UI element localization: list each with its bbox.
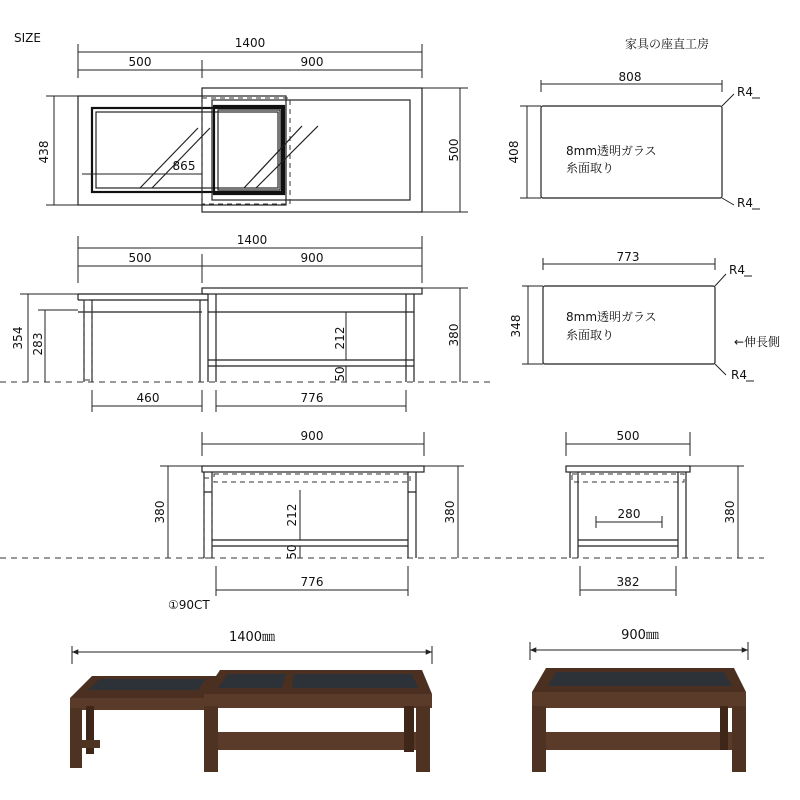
right-table-leg-back [404, 706, 414, 752]
model-label: ①90CT [168, 598, 210, 612]
right-glass-frame [212, 100, 410, 200]
right-table-shelf-gap [218, 712, 416, 732]
dim-left-width: 500 [128, 55, 152, 69]
table-front-shelf-gap: 212 [285, 503, 299, 527]
right-table-apron [204, 694, 432, 708]
front-view-combined [0, 233, 490, 412]
front-shelf-gap: 212 [333, 326, 347, 350]
dim-inner-span: 865 [172, 159, 196, 173]
front-shelf-height: 50 [333, 366, 347, 382]
glass-large-spec-2: 糸面取り [566, 161, 615, 175]
left-table-leg [70, 708, 82, 768]
right-inner-frame [214, 106, 284, 194]
glass-large-width: 808 [618, 70, 642, 84]
left-table-front [78, 294, 208, 382]
side-top-board [566, 466, 690, 472]
glass-large-height: 408 [507, 140, 521, 164]
right-table-shelf [218, 732, 416, 750]
table-side-view [566, 429, 744, 596]
single-table-leg-right [732, 706, 746, 772]
glass-small-corner-bottom: R4 [731, 368, 747, 382]
right-top-board [202, 288, 422, 294]
size-label: SIZE [14, 31, 41, 45]
dim-total-width: 1400 [234, 36, 266, 50]
corner-leader [722, 94, 734, 106]
table-top-board [202, 466, 424, 472]
table-front-bottom-width: 776 [300, 575, 324, 589]
side-apron-dashed [572, 474, 684, 482]
glass-small-spec-1: 8mm透明ガラス [566, 310, 657, 324]
table-side-bottom-width: 382 [616, 575, 640, 589]
front-left-bottom-width: 460 [136, 391, 160, 405]
apron-dashed [214, 474, 410, 482]
corner-leader [715, 274, 726, 286]
corner-leader [715, 364, 726, 375]
table-front-height-right: 380 [443, 500, 457, 524]
left-table-stretcher [82, 740, 100, 748]
front-left-inner-height: 283 [31, 332, 45, 356]
dim-left-depth: 438 [37, 140, 51, 164]
single-table-leg-left [532, 706, 546, 772]
dim-right-width: 900 [300, 55, 324, 69]
left-glass [96, 112, 278, 188]
glass-small-corner-top: R4 [729, 263, 745, 277]
single-table-leg-back [720, 706, 728, 750]
photo-combined-tables [70, 630, 432, 772]
leg-dashed [204, 478, 212, 558]
glass-small-width: 773 [616, 250, 640, 264]
single-table-glass [548, 672, 732, 686]
single-table-shelf-gap [546, 712, 732, 732]
right-table-front [208, 294, 414, 382]
glass-glare [140, 128, 198, 188]
right-inner-glass [218, 110, 280, 190]
right-table-glass-1 [218, 674, 286, 688]
front-right-bottom-width: 776 [300, 391, 324, 405]
front-right-height: 380 [447, 323, 461, 347]
extend-side-note: ←伸長側 [734, 335, 781, 349]
front-right-width: 900 [300, 251, 324, 265]
table-front-shelf-height: 50 [285, 544, 299, 560]
table-side-width: 500 [616, 429, 640, 443]
single-table-apron [532, 692, 746, 708]
glass-glare [152, 128, 210, 188]
front-left-width: 500 [128, 251, 152, 265]
table-front-height-left: 380 [153, 500, 167, 524]
glass-glare [256, 126, 318, 188]
front-total-width: 1400 [236, 233, 268, 247]
photo-single-label: 900㎜ [621, 628, 659, 643]
table-side-inner-width: 280 [617, 507, 641, 521]
glass-small-height: 348 [509, 314, 523, 338]
glass-small-spec [509, 250, 780, 382]
maker-name: 家具の座直工房 [625, 37, 710, 51]
glass-large-corner-bottom: R4 [737, 196, 753, 210]
right-table-leg-right [416, 706, 430, 772]
top-view [37, 36, 468, 212]
glass-glare [244, 126, 302, 188]
table-side-height: 380 [723, 500, 737, 524]
glass-small-panel [543, 286, 715, 364]
right-table-glass-2 [292, 674, 418, 688]
front-left-height: 354 [11, 326, 25, 350]
table-front-width: 900 [300, 429, 324, 443]
photo-wide-label: 1400㎜ [228, 630, 276, 645]
table-front-frame [204, 472, 416, 558]
glass-large-spec [507, 70, 760, 210]
corner-leader [722, 198, 734, 205]
table-front-view [0, 429, 764, 612]
glass-small-spec-2: 糸面取り [566, 328, 615, 342]
glass-large-spec-1: 8mm透明ガラス [566, 144, 657, 158]
photo-single-table [530, 628, 748, 772]
single-table-shelf [546, 732, 732, 750]
left-glass-frame [92, 108, 282, 192]
left-table-glass [88, 679, 206, 690]
right-table-leg-left [204, 706, 218, 772]
glass-large-corner-top: R4 [737, 85, 753, 99]
dim-right-depth: 500 [447, 138, 461, 162]
